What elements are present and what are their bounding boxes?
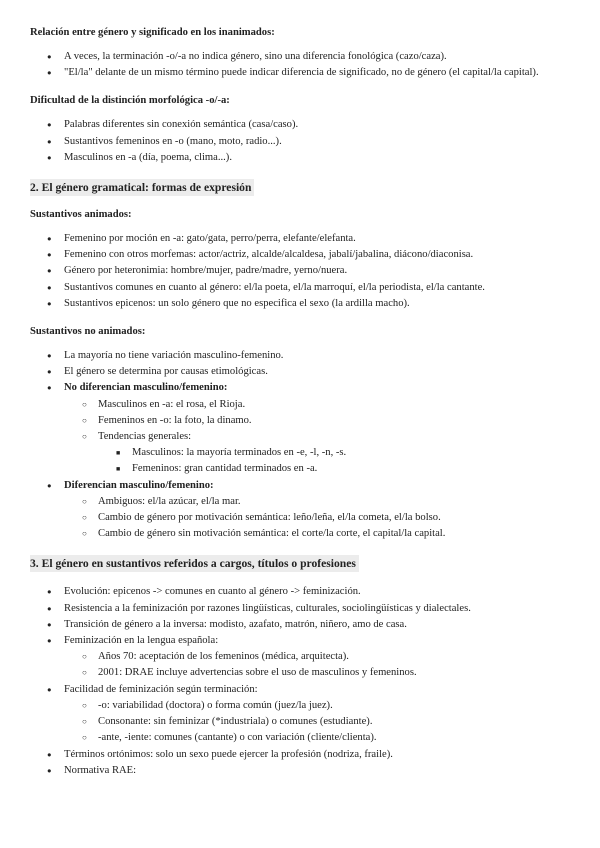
- section-title-grammatical-gender: 2. El género gramatical: formas de expresión: [30, 179, 254, 196]
- list-item: ● Sustantivos epicenos: un solo género que no especifica el sexo (la ardilla macho).: [30, 296, 576, 312]
- label-no-differentiation: No diferencian masculino/femenino:: [64, 382, 228, 394]
- section-morphological-difficulty: [30, 94, 576, 166]
- list-item: ● Femenino con otros morfemas: actor/actriz, alcalde/alcaldesa, jabalí/jabalina, diácono/diaconisa.: [30, 247, 576, 263]
- label-differentiation: Diferencian masculino/femenino:: [64, 479, 214, 491]
- heading-gender-meaning: Relación entre género y significado en los inanimados:: [30, 27, 275, 38]
- heading-animate-nouns: Sustantivos animados:: [30, 209, 132, 221]
- list-item: ○ 2001: DRAE incluye advertencias sobre el uso de masculinos y femeninos.: [64, 665, 576, 681]
- list-item: ■ Masculinos: la mayoría terminados en -e, -l, -n, -s.: [98, 445, 576, 461]
- list-item-no-differentiation: [30, 380, 576, 477]
- list-item: ● La mayoría no tiene variación masculino-femenino.: [30, 348, 576, 364]
- list-item: ● Transición de género a la inversa: modisto, azafato, matrón, niñero, amo de casa.: [30, 617, 576, 633]
- list-item: ○ Ambiguos: el/la azúcar, el/la mar.: [64, 494, 576, 510]
- section-professions: [30, 584, 576, 778]
- list-item: ○ Cambio de género por motivación semántica: leño/leña, el/la cometa, el/la bolso.: [64, 510, 576, 526]
- list-inanimate-nouns: [30, 348, 576, 542]
- section-animate-nouns: [30, 208, 576, 312]
- list-item: ● Resistencia a la feminización por razones lingüísticas, culturales, sociolingüísticas y dialectales.: [30, 601, 576, 617]
- list-item: ○ -o: variabilidad (doctora) o forma común (juez/la juez).: [64, 698, 576, 714]
- sublist-ease-of-feminization: [64, 698, 576, 747]
- list-item-tendencies: [64, 429, 576, 478]
- list-item: ○ Masculinos en -a: el rosa, el Rioja.: [64, 397, 576, 413]
- list-item: ● A veces, la terminación -o/-a no indica género, sino una diferencia fonológica (cazo/caza).: [30, 49, 576, 65]
- section-gender-meaning: [30, 26, 576, 81]
- list-item: ● Palabras diferentes sin conexión semántica (casa/caso).: [30, 117, 576, 133]
- list-item: ○ -ante, -iente: comunes (cantante) o con variación (cliente/clienta).: [64, 730, 576, 746]
- sublist-feminization: [64, 649, 576, 681]
- list-item: ● El género se determina por causas etimológicas.: [30, 364, 576, 380]
- list-item: ● Términos ortónimos: solo un sexo puede ejercer la profesión (nodriza, fraile).: [30, 747, 576, 763]
- list-item: ● Sustantivos femeninos en -o (mano, moto, radio...).: [30, 134, 576, 150]
- heading-morphological-difficulty: Dificultad de la distinción morfológica -o/-a:: [30, 95, 230, 107]
- list-professions: [30, 584, 576, 778]
- list-item: ● Femenino por moción en -a: gato/gata, perro/perra, elefante/elefanta.: [30, 231, 576, 247]
- list-item: ● Evolución: epicenos -> comunes en cuanto al género -> feminización.: [30, 584, 576, 600]
- list-item-ease-of-feminization: [30, 682, 576, 747]
- list-item: ● Género por heteronimia: hombre/mujer, padre/madre, yerno/nuera.: [30, 263, 576, 279]
- label-ease-of-feminization: Facilidad de feminización según terminación:: [64, 683, 258, 695]
- list-item: ○ Consonante: sin feminizar (*industriala) o comunes (estudiante).: [64, 714, 576, 730]
- section-title-professions: 3. El género en sustantivos referidos a cargos, títulos o profesiones: [30, 555, 359, 572]
- list-item-differentiation: [30, 478, 576, 543]
- list-item: ○ Femeninos en -o: la foto, la dinamo.: [64, 413, 576, 429]
- heading-inanimate-nouns: Sustantivos no animados:: [30, 326, 146, 338]
- list-item: ■ Femeninos: gran cantidad terminados en -a.: [98, 461, 576, 477]
- list-animate-nouns: [30, 231, 576, 312]
- sublist-tendencies: [98, 445, 576, 477]
- label-tendencies: Tendencias generales:: [98, 431, 192, 443]
- list-morphological-difficulty: [30, 117, 576, 166]
- list-item: ○ Años 70: aceptación de los femeninos (médica, arquitecta).: [64, 649, 576, 665]
- list-item: ● Masculinos en -a (día, poema, clima...).: [30, 150, 576, 166]
- list-item: ○ Cambio de género sin motivación semántica: el corte/la corte, el capital/la capital.: [64, 526, 576, 542]
- list-item: ● Normativa RAE:: [30, 763, 576, 779]
- list-item: ● "El/la" delante de un mismo término puede indicar diferencia de significado, no de género (el capital/la capital).: [30, 65, 576, 81]
- list-gender-meaning: [30, 49, 576, 81]
- section-inanimate-nouns: [30, 325, 576, 542]
- list-item: ● Sustantivos comunes en cuanto al género: el/la poeta, el/la marroquí, el/la periodista, el/la cantante.: [30, 280, 576, 296]
- sublist-no-differentiation: [64, 397, 576, 478]
- label-feminization: Feminización en la lengua española:: [64, 635, 219, 647]
- list-item-feminization: [30, 633, 576, 682]
- sublist-differentiation: [64, 494, 576, 543]
